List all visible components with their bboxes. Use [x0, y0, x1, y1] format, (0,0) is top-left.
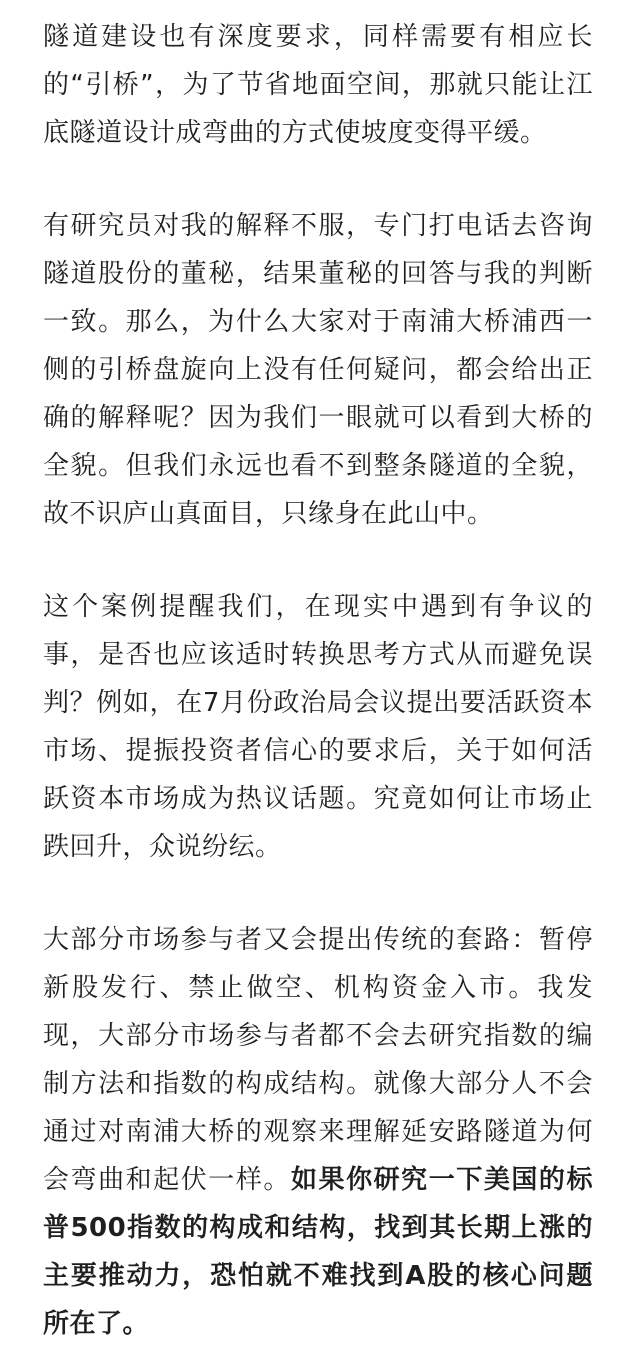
- paragraph-researcher-doubt: [43, 202, 593, 538]
- paragraph-market-participants: [43, 916, 593, 1348]
- paragraph-text: 隧道建设也有深度要求，同样需要有相应长的“引桥”，为了节省地面空间，那就只能让江底隧道设计成弯曲的方式使坡度变得平缓。: [43, 22, 593, 148]
- paragraph-tunnel-depth: [43, 13, 593, 157]
- paragraph-text: 大部分市场参与者又会提出传统的套路：暂停新股发行、禁止做空、机构资金入市。我发现，大部分市场参与者都不会去研究指数的编制方法和指数的构成结构。就像大部分人不会通过对南浦大桥的观察来理解延安路隧道为何会弯曲和起伏一样。: [43, 925, 593, 1195]
- paragraph-bold-conclusion: 如果你研究一下美国的标普500指数的构成和结构，找到其长期上涨的主要推动力，恐怕就不难找到A股的核心问题所在了。: [43, 1165, 593, 1339]
- paragraph-case-lesson: [43, 583, 593, 871]
- paragraph-text: 有研究员对我的解释不服，专门打电话去咨询隧道股份的董秘，结果董秘的回答与我的判断一致。那么，为什么大家对于南浦大桥浦西一侧的引桥盘旋向上没有任何疑问，都会给出正确的解释呢？因为我们一眼就可以看到大桥的全貌。但我们永远也看不到整条隧道的全貌，故不识庐山真面目，只缘身在此山中。: [43, 211, 593, 529]
- paragraph-text: 这个案例提醒我们，在现实中遇到有争议的事，是否也应该适时转换思考方式从而避免误判？例如，在7月份政治局会议提出要活跃资本市场、提振投资者信心的要求后，关于如何活跃资本市场成为热议话题。究竟如何让市场止跌回升，众说纷纭。: [43, 592, 593, 862]
- article-body: [43, 13, 593, 1348]
